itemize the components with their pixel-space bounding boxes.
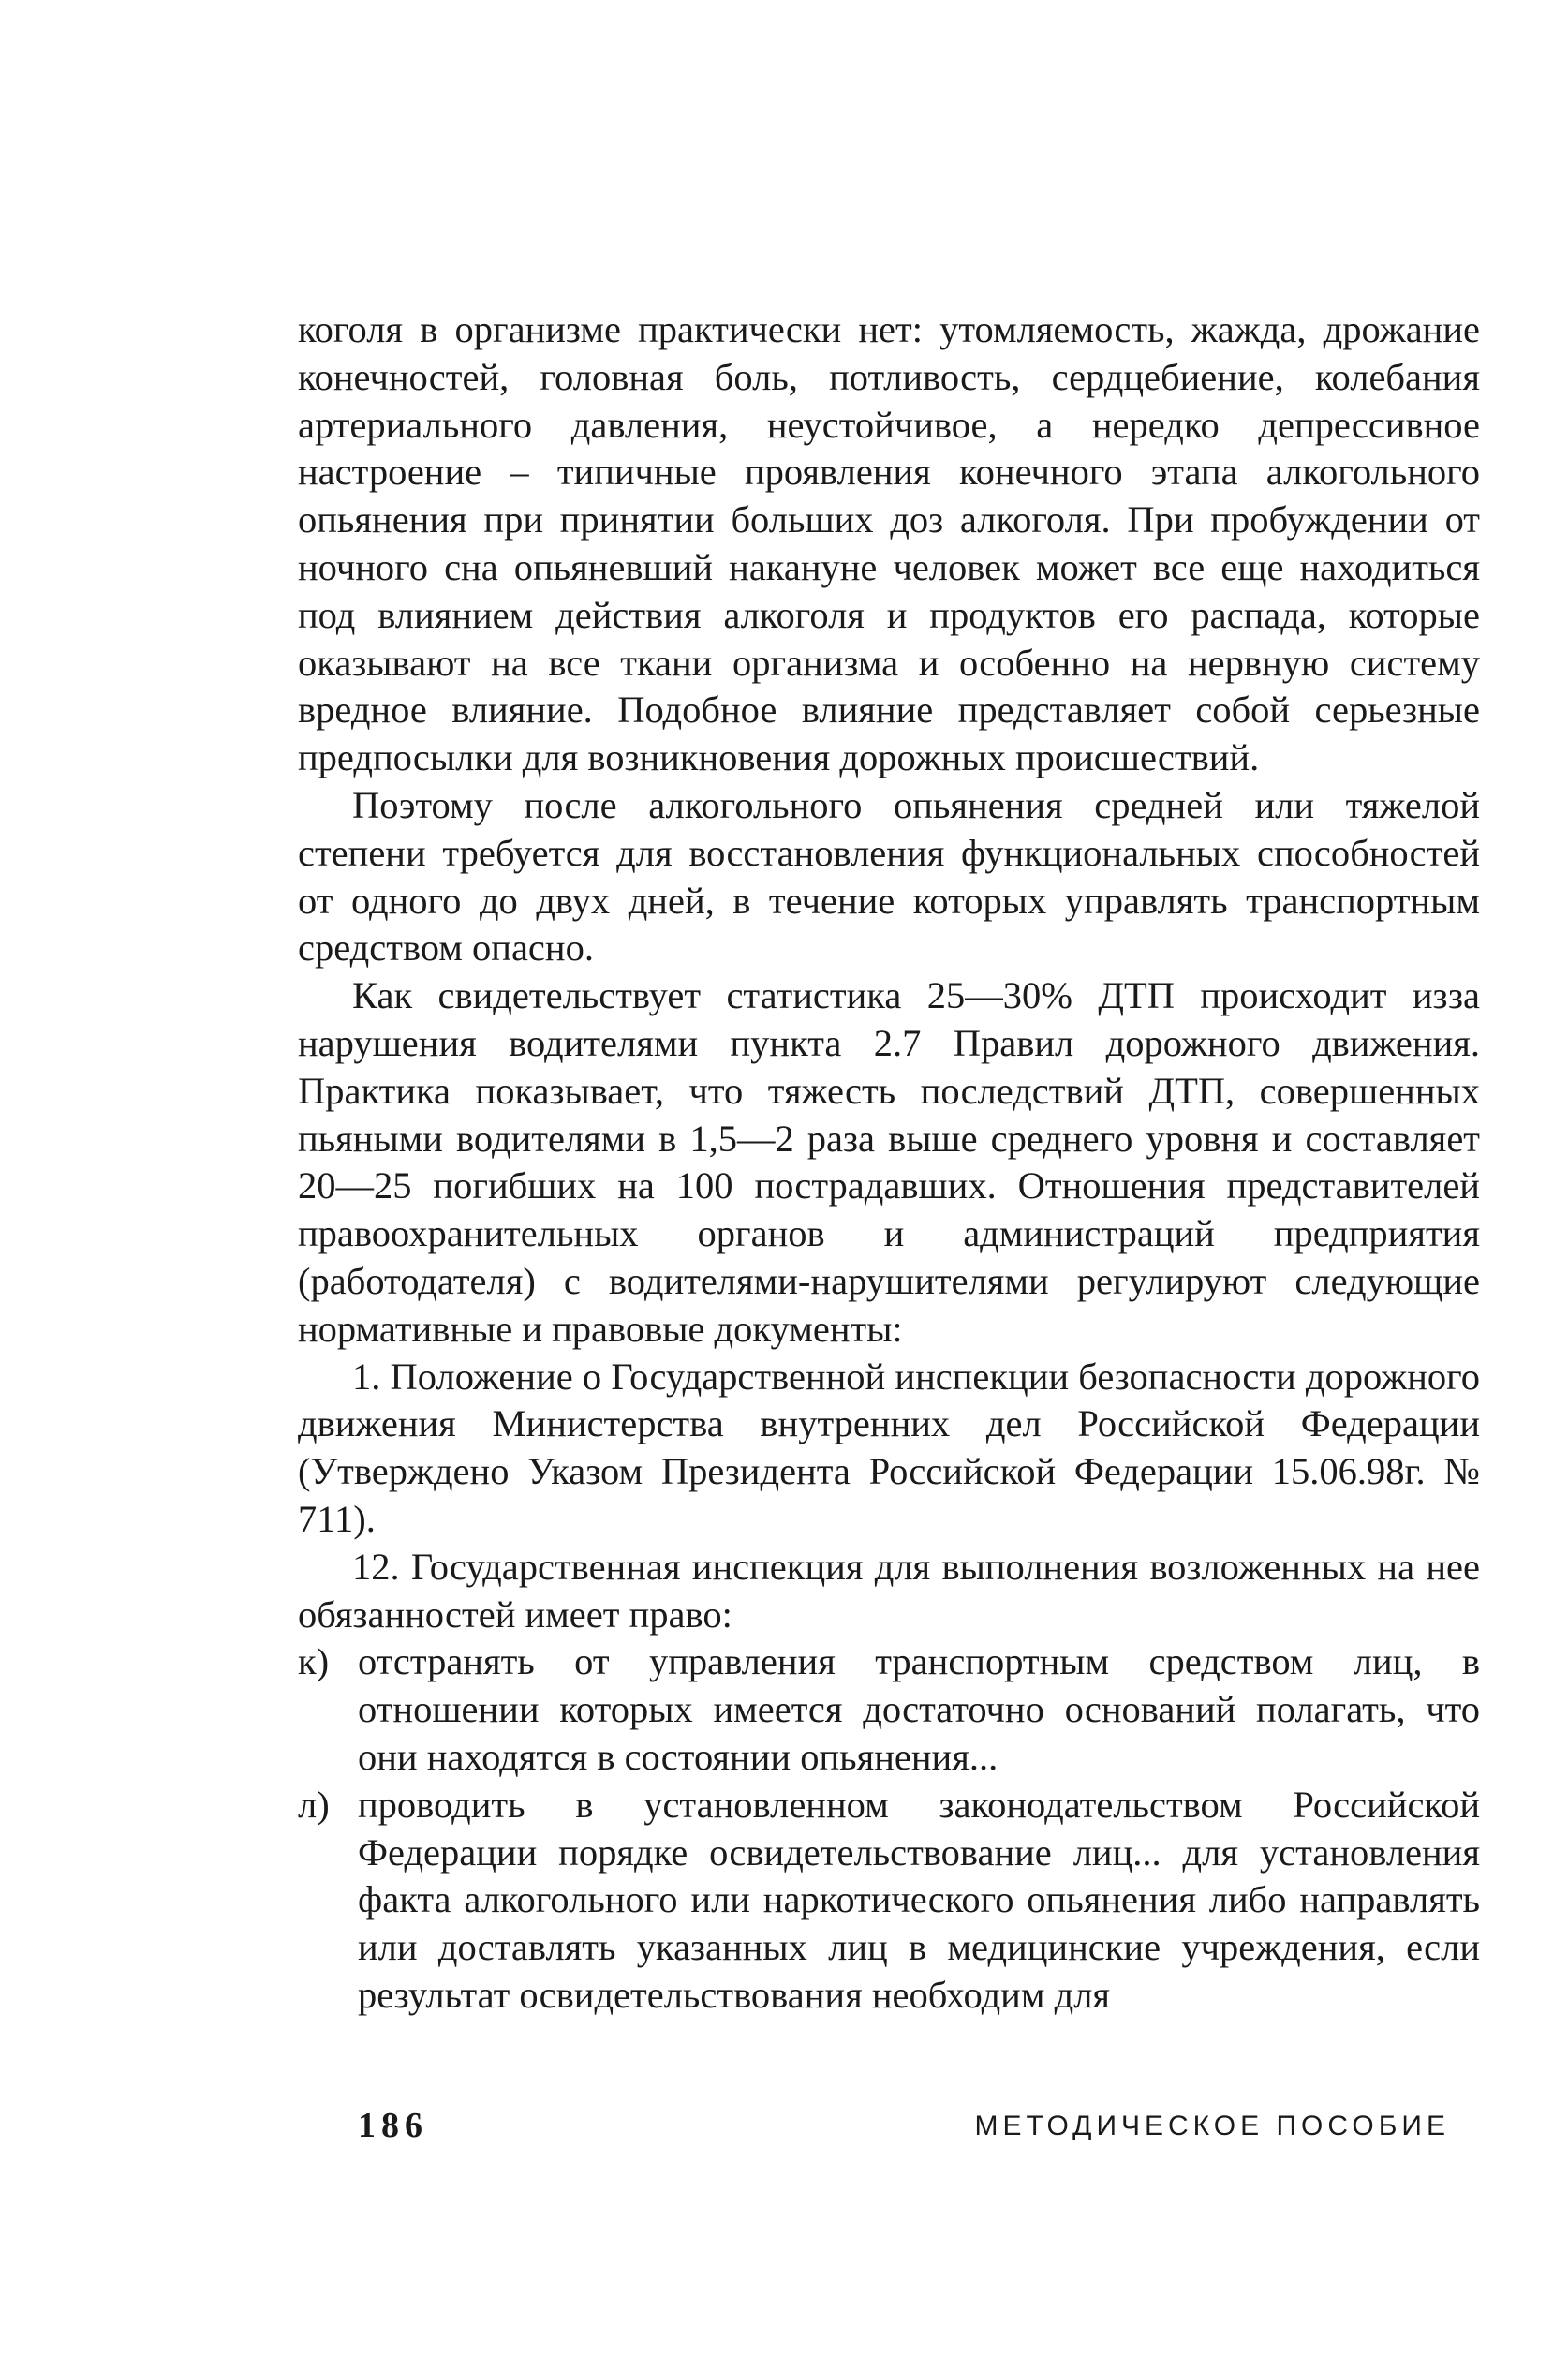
running-title: МЕТОДИЧЕСКОЕ ПОСОБИЕ (974, 2111, 1450, 2141)
list-marker: к) (298, 1640, 330, 1683)
list-marker: л) (298, 1783, 330, 1826)
paragraph-4: 1. Положение о Государственной инспекции безопасности дорожного движения Министерства внутренних дел Российской Федерации (Утверждено Указом Президента Российской Федерации 15.06.98г. № 711). (298, 1355, 1480, 1540)
paragraph-2: Поэтому после алкогольного опьянения средней или тяжелой степени требуется для восстановления функциональных способностей от одного до двух дней, в течение которых управлять транспортным средством опасно. (298, 783, 1480, 970)
list-item-text: проводить в установленном законодательством Российской Федерации порядке освидетельствование лиц... для установления факта алкогольного или наркотического опьянения либо направлять или доставлять указанных лиц в медицинские учреждения, если результат освидетельствования необходим для (358, 1783, 1480, 2016)
page-number: 186 (358, 2106, 428, 2145)
paragraph-3: Как свидетельствует статистика 25—30% ДТП происходит изза нарушения водителями пункта 2.7 Правил дорожного движения. Практика показывает, что тяжесть последствий ДТП, совершенных пьяными водителями в 1,5—2 раза выше среднего уровня и составляет 20—25 погибших на 100 пострадавших. Отношения представителей правоохранительных органов и администраций предприятия (работодателя) с водителями-нарушителями регулируют следующие нормативные и правовые документы: (298, 974, 1480, 1350)
list-item-text: отстранять от управления транспортным средством лиц, в отношении которых имеется достаточно оснований полагать, что они находятся в состоянии опьянения... (358, 1640, 1480, 1778)
list-item-k (298, 1638, 1480, 1781)
page-footer (0, 2105, 1568, 2161)
list-item-l (298, 1782, 1480, 2020)
paragraph-5: 12. Государственная инспекция для выполнения возложенных на нее обязанностей имеет право: (298, 1545, 1480, 1636)
body-text (298, 306, 1480, 2020)
paragraph-1: коголя в организме практически нет: утомляемость, жажда, дрожание конечностей, головная боль, потливость, сердцебиение, колебания артериального давления, неустойчивое, а нередко депрессивное настроение – типичные проявления конечного этапа алкогольного опьянения при принятии больших доз алкоголя. При пробуждении от ночного сна опьяневший накануне человек может все еще находиться под влиянием действия алкоголя и продуктов его распада, которые оказывают на все ткани организма и особенно на нервную систему вредное влияние. Подобное влияние представляет собой серьезные предпосылки для возникновения дорожных происшествий. (298, 308, 1480, 779)
